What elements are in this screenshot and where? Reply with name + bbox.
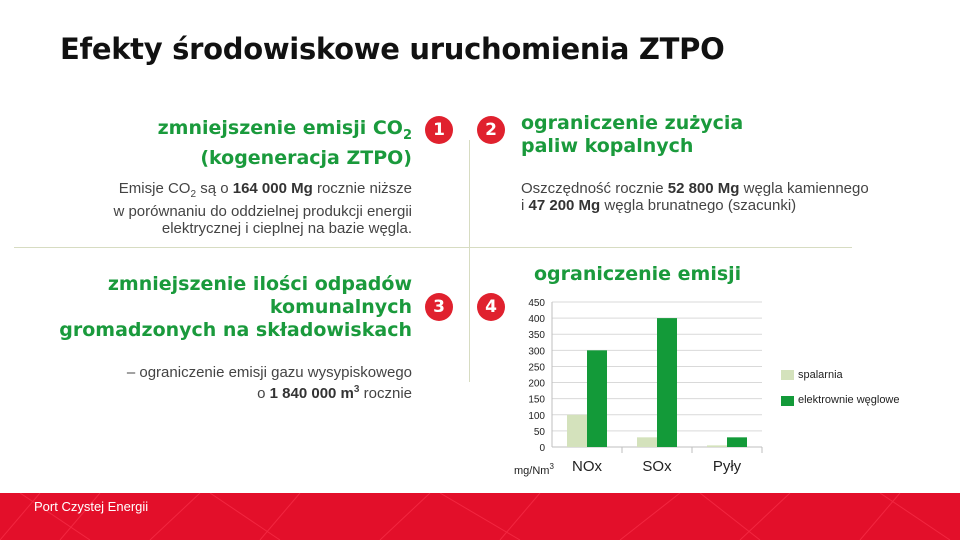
y-tick-label: 300 <box>528 346 545 358</box>
x-tick-label: NOx <box>572 458 602 475</box>
section-3-text-sup: 3 <box>353 384 360 395</box>
y-tick-label: 50 <box>533 426 545 438</box>
section-2-text <box>521 180 869 214</box>
badge-4: 4 <box>477 293 505 321</box>
section-1-text-a: Emisje CO <box>118 180 191 197</box>
bar-SOx-elektrownie węglowe <box>657 318 677 447</box>
section-1-text-sub: 2 <box>190 189 197 200</box>
section-1-text-line2: w porównaniu do oddzielnej produkcji energii <box>113 203 412 220</box>
section-1-text <box>113 180 412 237</box>
bar-NOx-spalarnia <box>567 415 587 447</box>
bar-Pyły-spalarnia <box>707 445 727 447</box>
badge-2: 2 <box>477 116 505 144</box>
section-2-text-a: Oszczędność rocznie <box>521 180 668 197</box>
section-2-text-c: i <box>521 197 529 214</box>
section-1-text-line3: elektrycznej i cieplnej na bazie węgla. <box>161 220 412 237</box>
y-tick-label: 200 <box>528 378 545 390</box>
emissions-chart <box>500 290 940 490</box>
section-1-heading-line2: (kogeneracja ZTPO) <box>200 146 412 169</box>
section-2-heading-line2: paliw kopalnych <box>521 135 694 157</box>
section-3-text-bold: 1 840 000 m <box>269 385 354 402</box>
section-1-text-b: są o <box>196 180 233 197</box>
section-3-heading <box>59 273 412 342</box>
section-3-text-line1: – ograniczenie emisji gazu wysypiskowego <box>126 364 412 381</box>
section-2-text-bold1: 52 800 Mg <box>667 180 740 197</box>
section-1-text-bold: 164 000 Mg <box>232 180 313 197</box>
footer-text: Port Czystej Energii <box>34 499 149 514</box>
legend-label-elektrownie: elektrownie węglowe <box>798 394 900 406</box>
y-tick-label: 400 <box>528 314 545 326</box>
legend-swatch-elektrownie <box>781 396 794 406</box>
legend-label-spalarnia: spalarnia <box>798 369 843 381</box>
section-1-heading <box>158 117 412 170</box>
section-2-text-bold2: 47 200 Mg <box>528 197 601 214</box>
vertical-divider <box>469 140 470 382</box>
section-3-heading-line2: komunalnych <box>269 296 412 318</box>
chart-ylabel: mg/Nm$^3$ <box>514 462 554 477</box>
section-3-heading-line3: gromadzonych na składowiskach <box>59 319 412 341</box>
badge-3: 3 <box>425 293 453 321</box>
section-3-text-b: rocznie <box>359 385 412 402</box>
badge-1: 1 <box>425 116 453 144</box>
y-tick-label: 100 <box>528 410 545 422</box>
bar-NOx-elektrownie węglowe <box>587 350 607 447</box>
section-1-heading-line1: zmniejszenie emisji CO <box>157 117 403 139</box>
bar-SOx-spalarnia <box>637 437 657 447</box>
y-tick-label: 350 <box>528 330 545 342</box>
y-tick-label: 250 <box>528 362 545 374</box>
section-2-text-b: węgla kamiennego <box>739 180 869 197</box>
legend-swatch-spalarnia <box>781 370 794 380</box>
section-2-heading-line1: ograniczenie zużycia <box>521 112 744 134</box>
section-2-heading <box>521 112 743 158</box>
section-3-heading-line1: zmniejszenie ilości odpadów <box>107 273 412 295</box>
x-tick-label: SOx <box>642 458 672 475</box>
bar-Pyły-elektrownie węglowe <box>727 437 747 447</box>
chart-x-ticks <box>572 447 762 475</box>
section-1-text-c: rocznie niższe <box>312 180 412 197</box>
y-tick-label: 0 <box>539 443 545 454</box>
x-tick-label: Pyły <box>712 458 742 475</box>
section-4-heading: ograniczenie emisji <box>534 263 742 285</box>
section-3-text-a: o <box>257 385 270 402</box>
page-title: Efekty środowiskowe uruchomienia ZTPO <box>60 32 725 66</box>
section-2-text-d: węgla brunatnego (szacunki) <box>600 197 797 214</box>
section-1-heading-sub: 2 <box>402 127 412 143</box>
footer-bar <box>0 493 960 540</box>
chart-y-ticks <box>528 298 545 454</box>
section-3-text <box>127 364 412 402</box>
y-tick-label: 150 <box>528 394 545 406</box>
y-tick-label: 450 <box>528 298 545 309</box>
horizontal-divider <box>14 247 852 248</box>
